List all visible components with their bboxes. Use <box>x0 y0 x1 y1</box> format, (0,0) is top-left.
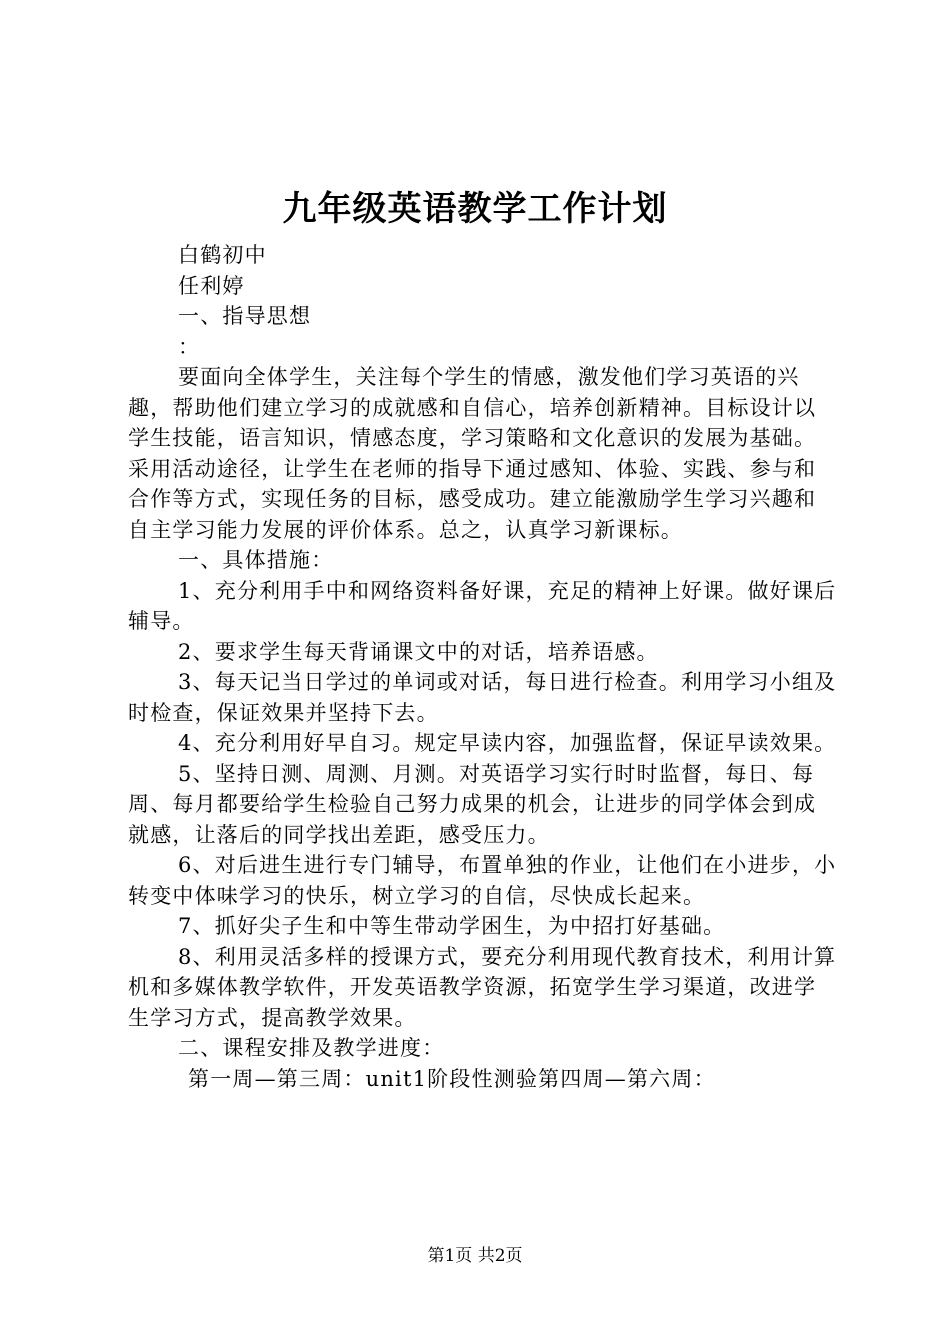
measure-item-3: 3、每天记当日学过的单词或对话，每日进行检查。利用学习小组及时检查，保证效果并坚持下去。 <box>128 670 837 725</box>
guiding-heading: 一、指导思想 <box>178 304 312 328</box>
guiding-paragraph: 要面向全体学生，关注每个学生的情感，激发他们学习英语的兴趣，帮助他们建立学习的成就感和自信心，培养创新精神。目标设计以学生技能，语言知识，情感态度，学习策略和文化意识的发展为基础。采用活动途径，让学生在老师的指导下通过感知、体验、实践、参与和合作等方式，实现任务的目标，感受成功。建立能激励学生学习兴趣和自主学习能力发展的评价体系。总之，认真学习新课标。 <box>128 365 817 542</box>
measure-item-5: 5、坚持日测、周测、月测。对英语学习实行时时监督，每日、每周、每月都要给学生检验自己努力成果的机会，让进步的同学体会到成就感，让落后的同学找出差距，感受压力。 <box>128 761 817 847</box>
document-body <box>128 240 838 1094</box>
measure-item-6: 6、对后进生进行专门辅导，布置单独的作业，让他们在小进步，小转变中体味学习的快乐，树立学习的自信，尽快成长起来。 <box>128 853 837 908</box>
school-name: 白鹤初中 <box>178 243 267 267</box>
measure-item-7: 7、抓好尖子生和中等生带动学困生，为中招打好基础。 <box>178 914 726 938</box>
page-footer: 第1页 共2页 <box>427 1246 523 1266</box>
schedule-heading: 二、课程安排及教学进度： <box>178 1036 445 1060</box>
measure-item-1: 1、充分利用手中和网络资料备好课，充足的精神上好课。做好课后辅导。 <box>128 578 837 633</box>
measure-item-8: 8、利用灵活多样的授课方式，要充分利用现代教育技术，利用计算机和多媒体教学软件，开发英语教学资源，拓宽学生学习渠道，改进学生学习方式，提高教学效果。 <box>128 944 837 1030</box>
guiding-colon: ： <box>178 334 201 359</box>
schedule-line: 第一周—第三周：unit1阶段性测验第四周—第六周： <box>188 1066 716 1091</box>
page-title: 九年级英语教学工作计划 <box>282 189 668 229</box>
measure-item-4: 4、充分利用好早自习。规定早读内容，加强监督，保证早读效果。 <box>178 731 837 755</box>
author-name: 任利婷 <box>178 273 245 298</box>
measure-item-2: 2、要求学生每天背诵课文中的对话，培养语感。 <box>178 639 659 664</box>
measures-heading: 一、具体措施： <box>178 548 334 572</box>
